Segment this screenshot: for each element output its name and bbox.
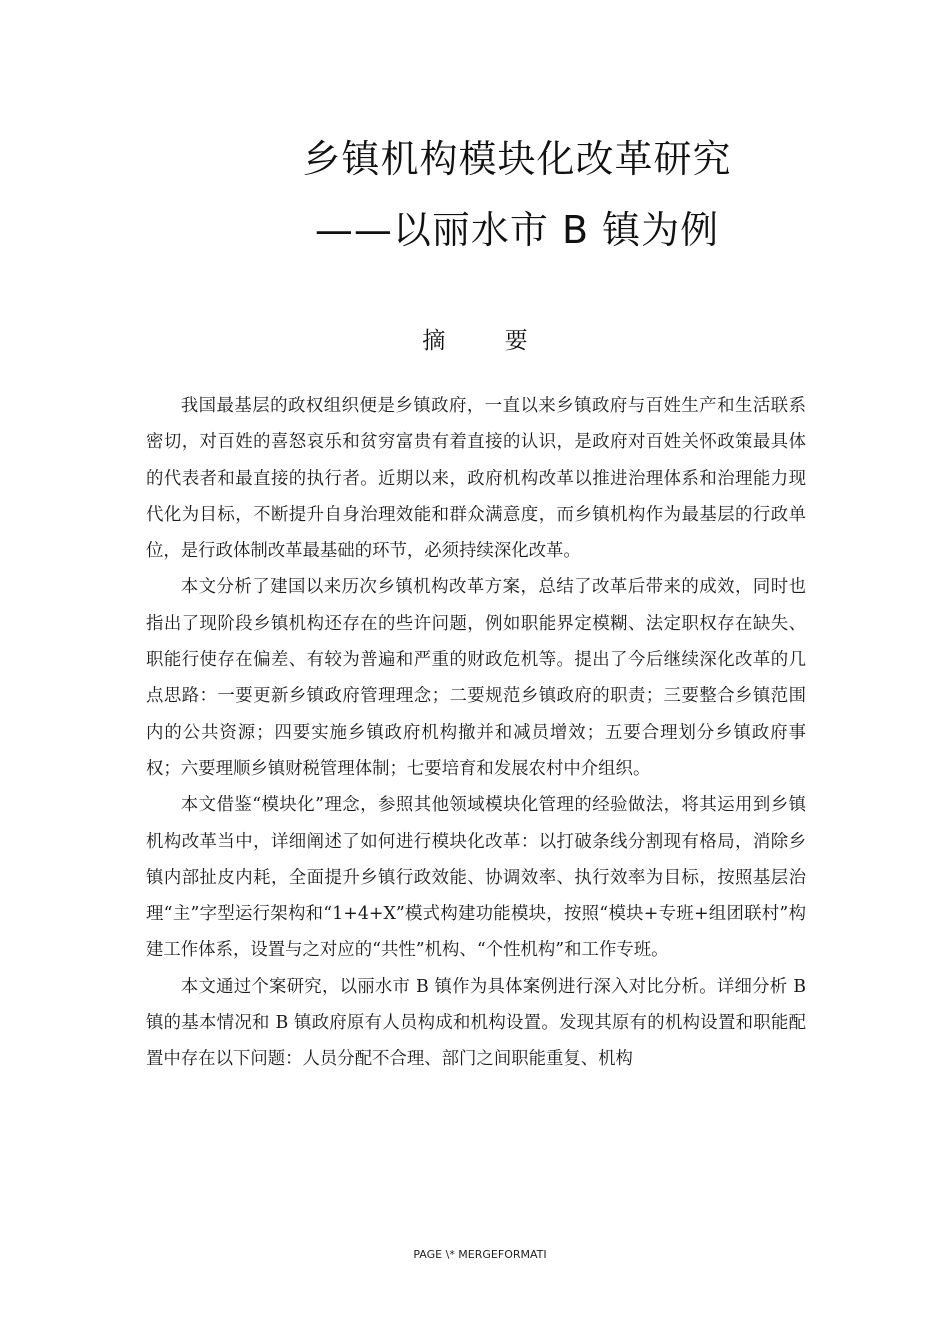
abstract-body <box>146 388 806 1078</box>
document-title: 乡镇机构模块化改革研究 <box>302 137 732 181</box>
abstract-paragraph-1: 我国最基层的政权组织便是乡镇政府，一直以来乡镇政府与百姓生产和生活联系密切，对百姓的喜怒哀乐和贫穷富贵有着直接的认识，是政府对百姓关怀政策最具体的代表者和最直接的执行者。近期以来，政府机构改革以推进治理体系和治理能力现代化为目标，不断提升自身治理效能和群众满意度，而乡镇机构作为最基层的行政单位，是行政体制改革最基础的环节，必须持续深化改革。 <box>146 396 806 562</box>
abstract-paragraph-2: 本文分析了建国以来历次乡镇机构改革方案，总结了改革后带来的成效，同时也指出了现阶段乡镇机构还存在的些许问题，例如职能界定模糊、法定职权存在缺失、职能行使存在偏差、有较为普遍和严重的财政危机等。提出了今后继续深化改革的几点思路：一要更新乡镇政府管理理念；二要规范乡镇政府的职责；三要整合乡镇范围内的公共资源；四要实施乡镇政府机构撤并和减员增效；五要合理划分乡镇政府事权；六要理顺乡镇财税管理体制；七要培育和发展农村中介组织。 <box>146 577 806 779</box>
abstract-paragraph-3: 本文借鉴“模块化”理念，参照其他领域模块化管理的经验做法，将其运用到乡镇机构改革当中，详细阐述了如何进行模块化改革：以打破条线分割现有格局，消除乡镇内部扯皮内耗，全面提升乡镇行政效能、协调效率、执行效率为目标，按照基层治理“主”字型运行架构和“1+4+X”模式构建功能模块，按照“模块+专班+组团联村”构建工作体系，设置与之对应的“共性”机构、“个性机构”和工作专班。 <box>146 795 806 961</box>
page-footer: PAGE \* MERGEFORMATI <box>413 1248 547 1261</box>
document-subtitle: ——以丽水市 B 镇为例 <box>314 208 720 252</box>
abstract-heading: 摘 要 <box>422 328 554 354</box>
abstract-paragraph-4: 本文通过个案研究，以丽水市 B 镇作为具体案例进行深入对比分析。详细分析 B 镇的基本情况和 B 镇政府原有人员构成和机构设置。发现其原有的机构设置和职能配置中存在以下问题：人员分配不合理、部门之间职能重复、机构 <box>146 976 806 1070</box>
